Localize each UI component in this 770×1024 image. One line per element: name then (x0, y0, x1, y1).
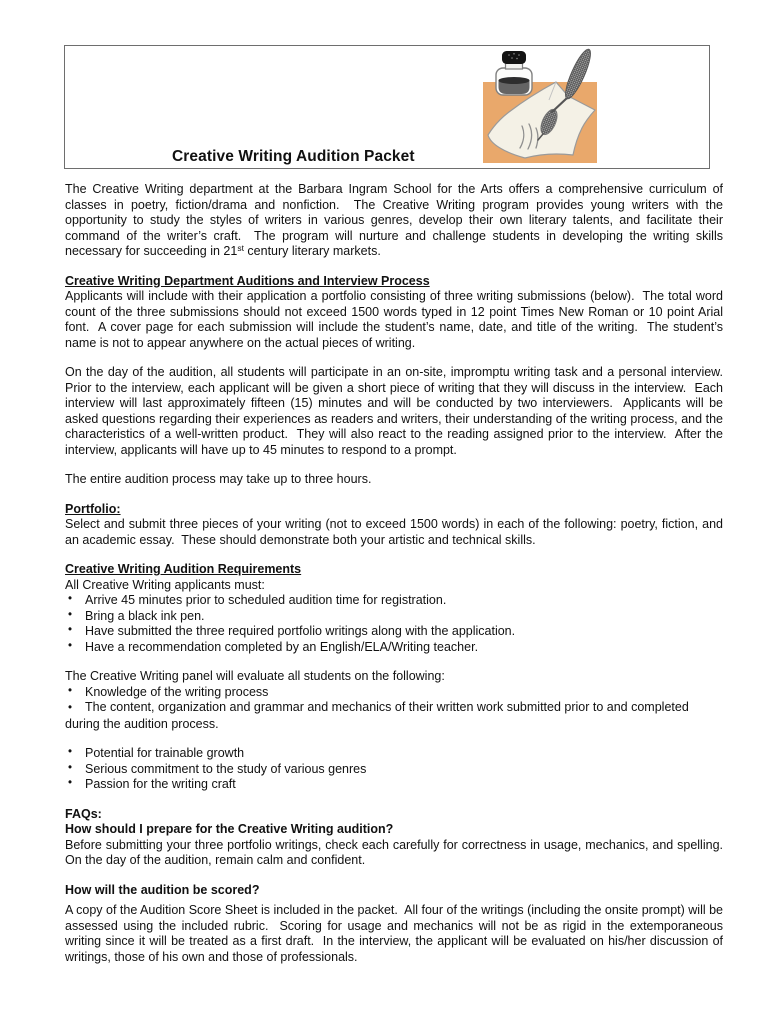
header-box (64, 45, 710, 169)
faq-answer-1: Before submitting your three portfolio writings, check each carefully for correctness in usage, mechanics, and spelling. On the day of the audition, remain calm and confident. (65, 837, 723, 867)
evaluation-list (65, 685, 723, 793)
faq-answer-2: A copy of the Audition Score Sheet is included in the packet. All four of the writings (including the onsite prompt) will be assessed using the included rubric. Scoring for usage and mechanics will not be as rigid in the extemporaneous writing since it will be treated as a first draft. In the interview, the applicant will be evaluated on his/her discussion of writings, those of his own and those of professionals. (65, 903, 724, 964)
list-item-text: Have submitted the three required portfolio writings along with the application. (85, 624, 516, 638)
faq-question-2: How will the audition be scored? (65, 882, 260, 897)
list-item (65, 640, 723, 656)
list-item-text: Arrive 45 minutes prior to scheduled audition time for registration. (85, 593, 447, 607)
list-item (65, 593, 723, 609)
section-heading-portfolio: Portfolio: (65, 501, 121, 516)
process-paragraph-1: Applicants will include with their application a portfolio consisting of three writing submissions (below). The total word count of the three submissions should not exceed 1500 words typed in 12 point Times New Roman or 10 point Arial font. A cover page for each submission will include the student’s name, date, and title of the writing. The student’s name is not to appear anywhere on the actual pieces of writing. (65, 289, 723, 350)
list-item (65, 777, 723, 793)
list-item-text: Serious commitment to the study of various genres (85, 761, 367, 776)
bullet-icon: • (68, 593, 73, 605)
process-paragraph-3: The entire audition process may take up to three hours. (65, 472, 372, 486)
portfolio-paragraph: Select and submit three pieces of your writing (not to exceed 1500 words) in each of the following: poetry, fiction, and an academic essay. These should demonstrate both your artistic and technical skills. (65, 517, 723, 547)
ordinal-superscript: st (237, 242, 244, 253)
list-item (65, 685, 723, 701)
requirements-intro: All Creative Writing applicants must: (65, 577, 265, 592)
bullet-icon: • (68, 746, 73, 758)
list-item-text: Knowledge of the writing process (85, 684, 269, 699)
bullet-icon: • (68, 761, 73, 774)
quill-and-ink-illustration (482, 48, 600, 166)
list-item-text: Potential for trainable growth (85, 746, 245, 760)
bullet-icon: • (68, 777, 73, 789)
list-item-text: Passion for the writing craft (85, 777, 236, 791)
requirements-list (65, 593, 723, 655)
list-item-text: Have a recommendation completed by an English/ELA/Writing teacher. (85, 639, 479, 654)
list-item (65, 624, 723, 640)
section-heading-process: Creative Writing Department Auditions and Interview Process (65, 273, 430, 288)
section-heading-requirements: Creative Writing Audition Requirements (65, 562, 302, 576)
bullet-icon: • (68, 702, 73, 714)
list-item (65, 609, 723, 625)
process-paragraph-2: On the day of the audition, all students will participate in an on-site, impromptu writing task and a personal interview. Prior to the interview, each applicant will be given a short piece of writing that they will discuss in the interview. Each interview will last approximately fifteen (15) minutes and will be conducted by two interviewers. Applicants will be asked questions regarding their experiences as readers and writers, their understanding of the writing process, and the characteristics of a well-written product. They will also react to the reading assigned prior to the interview. After the interview, applicants will have up to 45 minutes to respond to a prompt. (65, 365, 723, 457)
intro-text: The Creative Writing department at the Barbara Ingram School for the Arts offers a comprehensive curriculum of classes in poetry, fiction/drama and nonfiction. The Creative Writing program provides young writers with the opportunity to study the styles of writers in various genres, develop their own literary talents, and facilitate their command of the writer’s craft. The program will nurture and challenge students in developing the writing skills necessary for succeeding in 21 (65, 182, 723, 258)
bullet-icon: • (68, 624, 73, 636)
intro-paragraph (65, 182, 723, 260)
bullet-icon: • (68, 684, 73, 697)
intro-text-end: century literary markets. (243, 244, 381, 258)
bullet-icon: • (68, 639, 73, 652)
faq-question-1: How should I prepare for the Creative Writing audition? (65, 822, 394, 836)
document-body (65, 182, 723, 979)
list-item (65, 700, 723, 732)
list-item (65, 746, 723, 762)
faqs-heading: FAQs: (65, 806, 102, 821)
ink-bottle-icon (496, 51, 532, 95)
evaluation-intro: The Creative Writing panel will evaluate all students on the following: (65, 669, 445, 683)
bullet-icon: • (68, 608, 73, 621)
page-title: Creative Writing Audition Packet (172, 148, 415, 165)
list-item-text: The content, organization and grammar and mechanics of their written work submitted prior to and completed during the audition process. (65, 700, 689, 731)
list-item (65, 762, 723, 778)
list-item-text: Bring a black ink pen. (85, 608, 205, 623)
